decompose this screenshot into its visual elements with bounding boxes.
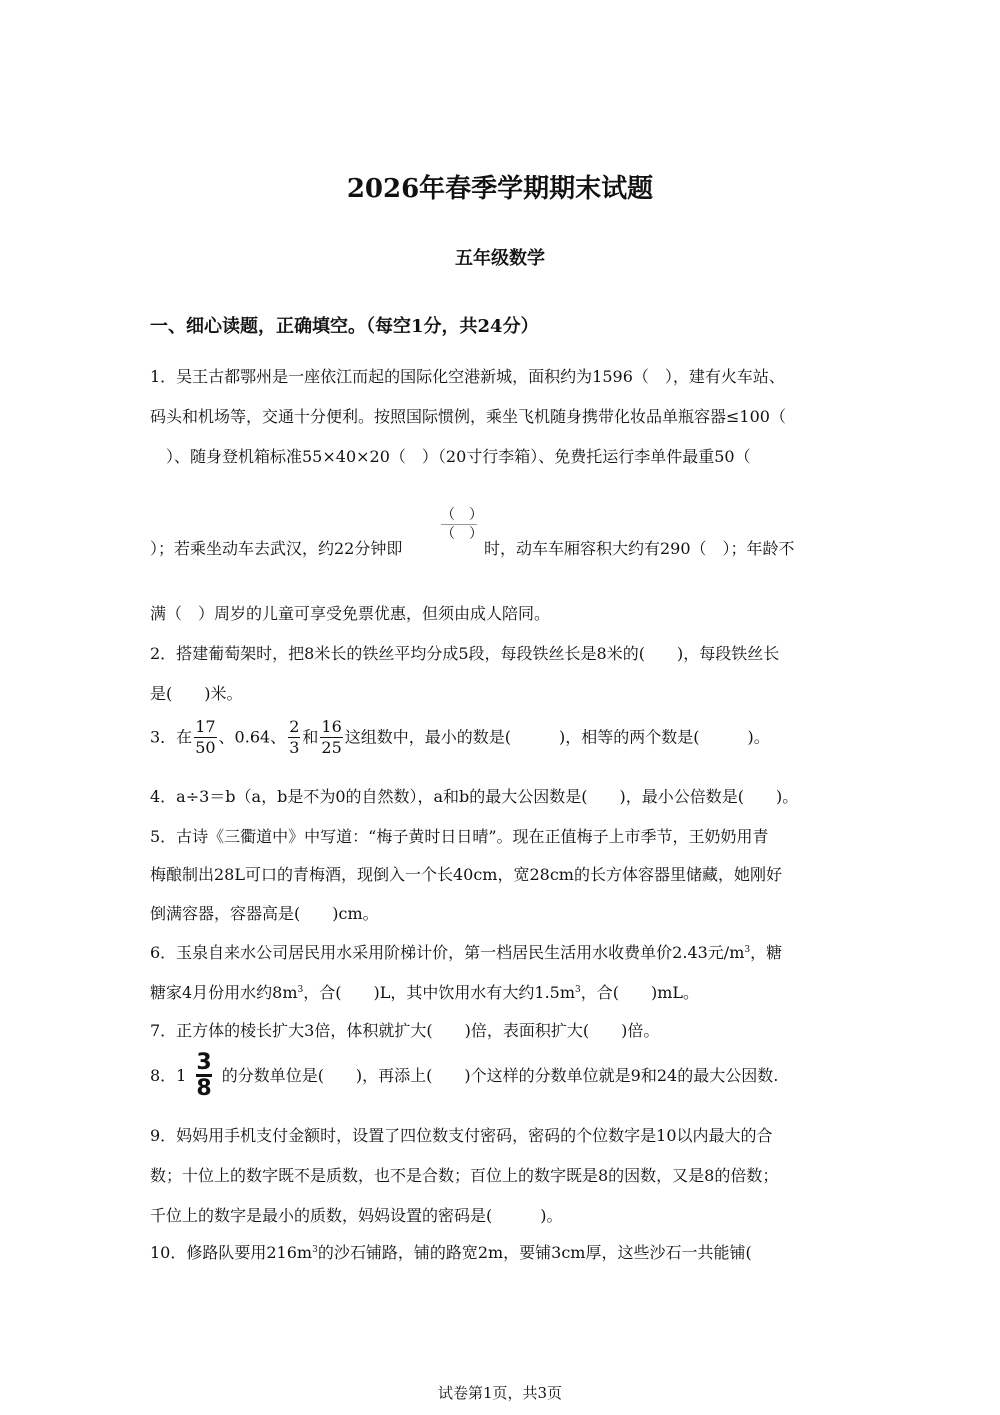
q1-line1: 1．吴王古都鄂州是一座依江而起的国际化空港新城，面积约为1596（ ），建有火车站、 [150, 367, 785, 386]
q6-superscript: 3 [575, 985, 581, 995]
page-footer: 试卷第1页，共3页 [437, 1384, 563, 1402]
q3-fraction-2 [288, 718, 300, 758]
q10-line1b: 的沙石铺路，铺的路宽2m，要铺3cm厚，这些沙石一共能铺( [317, 1243, 752, 1262]
q10-line1 [150, 1242, 752, 1264]
q3-fraction-1-numerator: 17 [195, 717, 216, 736]
q3-mid2: 和 [302, 727, 319, 747]
q1-line4b: 时，动车车厢容积大约有290（ ）；年龄不 [484, 539, 795, 558]
q8-fraction-numerator: 3 [196, 1050, 212, 1075]
q9-line1: 9．妈妈用手机支付金额时，设置了四位数支付密码，密码的个位数字是10以内最大的合 [150, 1126, 773, 1145]
exam-title: 2026年春季学期期末试题 [346, 174, 654, 204]
q5-line1: 5．古诗《三衢道中》中写道：“梅子黄时日日晴”。现在正值梅子上市季节，王奶奶用青 [150, 827, 769, 846]
q3-fraction-1-denominator: 50 [195, 738, 216, 757]
q6-line2b: ，合( )L，其中饮用水有大约1.5m [303, 983, 576, 1002]
q6-line1 [150, 942, 782, 964]
q10-superscript: 3 [312, 1245, 318, 1255]
q1-blank-fraction-denominator: （ ） [441, 526, 483, 542]
q3-mid1: 、0.64、 [218, 727, 287, 747]
q6-superscript: 3 [297, 985, 304, 995]
q8-bold-fraction [196, 1052, 211, 1101]
q4-line: 4．a÷3＝b（a，b是不为0的自然数），a和b的最大公因数是( )，最小公倍数是( )。 [150, 787, 799, 806]
q8-fraction-denominator: 8 [196, 1076, 212, 1101]
q3-fraction-3 [320, 718, 342, 758]
q3-fraction-3-denominator: 25 [321, 738, 342, 757]
q1-line5: 满（ ）周岁的儿童可享受免票优惠，但须由成人陪同。 [150, 604, 551, 623]
q10-line1a: 10．修路队要用216m [150, 1243, 313, 1262]
q6-line2a: 糖家4月份用水约8m [150, 983, 298, 1002]
q8-suffix: 的分数单位是( )，再添上( )个这样的分数单位就是9和24的最大公因数. [221, 1066, 779, 1085]
q6-line1b: ，糖 [750, 943, 783, 962]
q5-line2: 梅酿制出28L可口的青梅酒，现倒入一个长40cm，宽28cm的长方体容器里储藏，她刚好 [150, 865, 782, 884]
q6-line1a: 6．玉泉自来水公司居民用水采用阶梯计价，第一档居民生活用水收费单价2.43元/m [150, 943, 745, 962]
q3-line [150, 718, 770, 758]
q9-line2: 数；十位上的数字既不是质数，也不是合数；百位上的数字既是8的因数，又是8的倍数； [150, 1166, 779, 1185]
q6-line2c: ，合( )mL。 [580, 983, 700, 1002]
q1-blank-fraction [441, 506, 483, 543]
q3-fraction-2-denominator: 3 [289, 738, 300, 757]
exam-subtitle: 五年级数学 [455, 248, 545, 269]
q6-superscript: 3 [744, 945, 751, 955]
q7-line: 7．正方体的棱长扩大3倍，体积就扩大( )倍，表面积扩大( )倍。 [150, 1021, 660, 1040]
section-heading: 一、细心读题，正确填空。（每空1分，共24分） [150, 316, 539, 337]
q8-prefix: 8．1 [150, 1066, 187, 1085]
q1-line4a: ）；若乘坐动车去武汉，约22分钟即 [150, 539, 403, 558]
q3-suffix: 这组数中，最小的数是( )，相等的两个数是( )。 [344, 727, 770, 747]
q1-line2: 码头和机场等，交通十分便利。按照国际惯例，乘坐飞机随身携带化妆品单瓶容器≤100（ [150, 407, 786, 426]
q2-line1: 2．搭建葡萄架时，把8米长的铁丝平均分成5段，每段铁丝长是8米的( )，每段铁丝长 [150, 644, 780, 663]
q8-line [150, 1052, 778, 1101]
q5-line3: 倒满容器，容器高是( )cm。 [150, 904, 379, 923]
q3-fraction-3-numerator: 16 [321, 717, 342, 736]
q2-line2: 是( )米。 [150, 684, 243, 703]
q1-blank-fraction-numerator: （ ） [441, 507, 483, 523]
q1-line3: ）、随身登机箱标准55×40×20（ ）（20寸行李箱）、免费托运行李单件最重50（ [150, 447, 751, 466]
q3-fraction-2-numerator: 2 [289, 717, 300, 736]
q6-line2 [150, 982, 699, 1004]
q3-fraction-1 [194, 718, 216, 758]
q9-line3: 千位上的数字是最小的质数，妈妈设置的密码是( )。 [150, 1206, 563, 1225]
q3-prefix: 3．在 [150, 727, 193, 747]
